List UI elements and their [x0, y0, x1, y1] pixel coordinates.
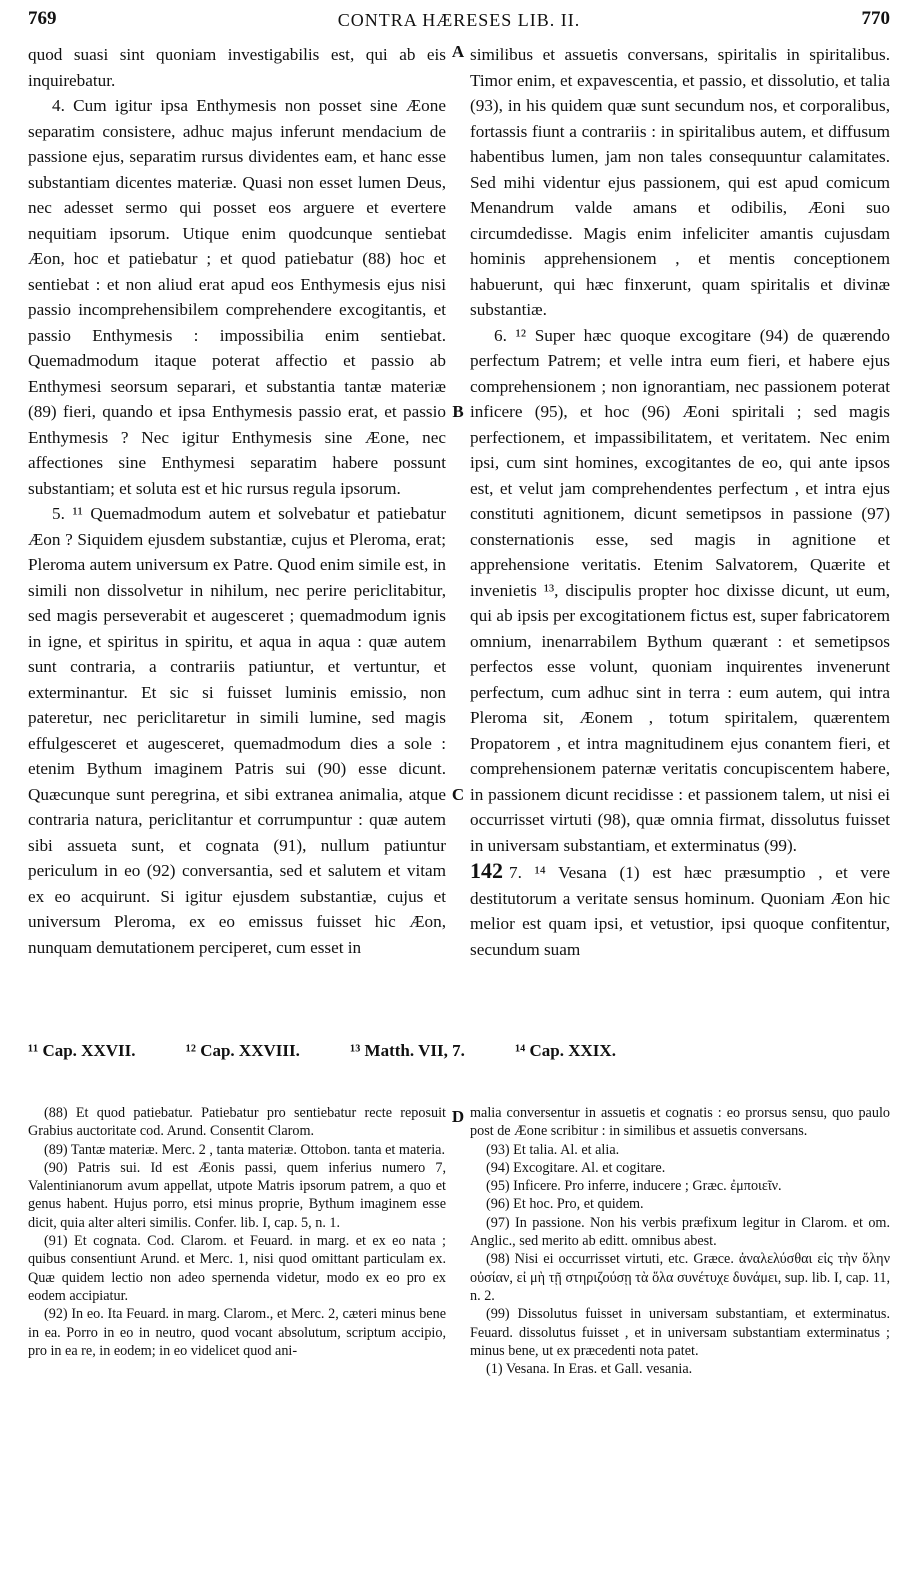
- footnote: (95) Inficere. Pro inferre, inducere ; Græc. ἐμποιεῖν.: [486, 1178, 782, 1195]
- margin-marker-b: B: [452, 402, 464, 421]
- right-page-number: 770: [861, 8, 890, 29]
- footnote: (97) In passione. Non his verbis præfixum legitur in Clarom. et om. Anglic., sed merito ab editt. omnibus abest.: [470, 1214, 890, 1250]
- reference: ¹² Cap. XXVIII.: [185, 1041, 300, 1060]
- footnote: (91) Et cognata. Cod. Clarom. et Feuard. in marg. et ex eo nata ; quibus consentiunt Arund. et Merc. 1, nisi quod omittant particulam ex. Quæ quidem lectio non adeo spernenda videtur, modo ex eo pro ex eodem accipiatur.: [28, 1233, 446, 1304]
- paragraph: similibus et assuetis conversans, spiritalis in spiritalibus. Timor enim, et expavescentia, et passio, et dissolutio, et talia (93), in his quidem quæ sunt secundum nos, et corporalibus, fortassis fiunt a contrariis : in spiritalibus autem, et diffusum habentibus lumen, jam non tales consequuntur calamitates. Sed mihi videntur ejus passionem, qui est apud comicum Menandrum valde amans et odibilis, Æoni suo circumdedisse. Magis enim infeliciter amantis cujusdam hominis apprehensionem , et mentis conceptionem habuerunt, qui hæc finxerunt, quam spiritalis et divinæ substantiæ.: [470, 45, 890, 319]
- margin-marker-c: C: [451, 785, 465, 804]
- paragraph: 5. ¹¹ Quemadmodum autem et solvebatur et patiebatur Æon ? Siquidem ejusdem substantiæ, cujus et Pleroma, erat; Pleroma autem universum ex Patre. Quod enim simile est, in simili non dissolvetur in nihilum, nec perire periclitabitur, sed magis perseverabit et augesceret ; quemadmodum ignis in igne, et spiritus in spiritu, et aqua in aqua : quæ autem sunt contraria, a contrariis patiuntur, et vertuntur, et exterminantur. Et sic si fuisset luminis emissio, non pateretur, nec periclitaretur in simili lumine, sed magis effulgesceret et augesceret, quemadmodum dies a sole : etenim Bythum imaginem Patris sui (90) esse dicunt. Quæcunque sunt peregrina, et sibi extranea animalia, atque contraria natura, periclitantur et corrumpuntur : quæ autem sibi assueta sunt, et cognata (91), nullum patiuntur periculum in eo (92) conversantia, sed et salutem et vitam ex eo acquirunt. Si igitur ejusdem substantiæ, cujus et universum Pleroma, ex eo emissus fuisset hic Æon, nunquam demutationem perciperet, cum esset in: [28, 504, 446, 957]
- running-title: CONTRA HÆRESES LIB. II.: [337, 10, 581, 30]
- left-main-column: [28, 42, 446, 1030]
- paragraph: 4. Cum igitur ipsa Enthymesis non posset sine Æone separatim consistere, adhuc majus inferunt mendacium de passione ejus, separatim rursus dividentes eam, et hanc esse substantiam dicentes materiæ. Quasi non esset lumen Deus, nec adesset sermo qui posset eos arguere et evertere nequitiam ipsorum. Utique enim quodcunque sentiebat Æon, hoc et patiebatur ; et quod patiebatur (88) hoc et sentiebat : et non aliud erat apud eos Enthymesis ejus nisi passio incomprehensibilem comprehendere excogitantis, et passio Enthymesis : impossibilia enim sentiebat. Quemadmodum itaque poterat affectio et passio ab Enthymesi seorsum separari, et substantia tantæ materiæ (89) fieri, quando et ipsa Enthymesis passio erat, et passio Enthymesis ? Nec igitur Enthymesis sine Æone, nec affectiones sine Enthymesi separatim habere possunt substantiam; et soluta est et hic rursus regula ipsorum.: [28, 96, 446, 498]
- reference: ¹¹ Cap. XXVII.: [28, 1041, 136, 1060]
- footnote: malia conversentur in assuetis et cognatis : eo prorsus sensu, quo paulo post de Æone scribitur : in similibus et assuetis conversans.: [470, 1105, 890, 1140]
- paragraph: 7. ¹⁴ Vesana (1) est hæc præsumptio , et vere destitutorum a veritate sensus hominum. Quoniam Æon hic melior est quam ipsi, et vetustior, ipsi quoque confitentur, secundum suam: [470, 863, 890, 959]
- page-header: [28, 8, 890, 38]
- footnote: (96) Et hoc. Pro, et quidem.: [486, 1196, 644, 1213]
- margin-marker-a: A: [451, 42, 465, 61]
- footnote: (88) Et quod patiebatur. Patiebatur pro sentiebatur recte reposuit Grabius auctoritate cod. Arund. Consentit Clarom.: [28, 1105, 446, 1140]
- left-page-number: 769: [28, 8, 57, 29]
- right-footnotes: [470, 1104, 890, 1574]
- footnote: (93) Et talia. Al. et alia.: [486, 1141, 620, 1158]
- footnote: (99) Dissolutus fuisset in universam substantiam, et exterminatus. Feuard. dissolutus fuisset , et in universam substantiam exterminatus ; minus bene, ut ex præcedenti nota patet.: [470, 1306, 890, 1359]
- paragraph: 6. ¹² Super hæc quoque excogitare (94) de quærendo perfectum Patrem; et velle intra eum fieri, et habere ejus comprehensionem ; non ignorantiam, nec passionem poterat inficere (95), et hoc (96) Æoni spiritali ; sed magis perfectionem, et impassibilitatem, et veritatem. Nec enim ipsi, cum sint homines, excogitantes de eo, qui ante ipsos est, et velut jam comprehendentes perfectum , et intra ejus constituti agnitionem, dicunt semetipsos in passione (97) consternationis esse, sed magis in agnitione et apprehensione veritatis. Etenim Salvatorem, Quærite et invenietis ¹³, discipulis propter hoc dixisse dicunt, ut eum, qui ab ipsis per excogitationem fictus est, super fabricatorem omnium, inenarrabilem Bythum quærant : et semetipsos perfectos esse volunt, quoniam inquirentes invenerunt perfectum, cum adhuc sint in terra : eum autem, qui intra Pleroma sit, Æonem , totum spiritalem, quærentem Propatorem , et intra magnitudinem ejus conantem fieri, et comprehensionem paternæ veritatis concupiscentem habere, in passionem dicunt recidisse : et passionem talem, ut nisi ei occurrisset virtuti (98), quæ omnia firmat, dissolutus fuisset in universam substantiam, et exterminatus (99).: [470, 325, 890, 855]
- footnote: (1) Vesana. In Eras. et Gall. vesania.: [486, 1361, 693, 1378]
- footnote: (94) Excogitare. Al. et cogitare.: [486, 1159, 666, 1176]
- paragraph: quod suasi sint quoniam investigabilis est, qui ab eis inquirebatur.: [28, 45, 446, 90]
- footnote: (90) Patris sui. Id est Æonis passi, quem inferius numero 7, Valentinianorum avum appellat, utpote Matris ipsorum patrem, a quo et genus habent. Hujus porro, etsi minus proprie, Bythum imaginem esse dicit, quia alter alteri similis. Confer. lib. I, cap. 5, n. 1.: [28, 1159, 446, 1231]
- reference: ¹³ Matth. VII, 7.: [350, 1041, 465, 1060]
- margin-marker-d: D: [451, 1107, 465, 1126]
- footnote: (98) Nisi ei occurrisset virtuti, etc. Græce. ἀναλελύσθαι εἰς τὴν ὅλην οὐσίαν, εἰ μὴ τῇ στηριζούσῃ τὰ ὅλα συνέτυχε δυνάμει, sup. lib. I, cap. 11, n. 2.: [470, 1251, 890, 1304]
- reference: ¹⁴ Cap. XXIX.: [515, 1041, 616, 1060]
- right-main-column: [470, 42, 890, 1030]
- footnote: (89) Tantæ materiæ. Merc. 2 , tanta materiæ. Ottobon. tanta et materia.: [44, 1141, 445, 1158]
- left-footnotes: [28, 1104, 446, 1574]
- column-number: 142: [470, 858, 503, 883]
- scripture-references: [28, 1041, 890, 1071]
- footnote: (92) In eo. Ita Feuard. in marg. Clarom., et Merc. 2, cæteri minus bene in ea. Porro in eo in neutro, quod vocant absolutum, scriptum accipio, pro in ea re, in eodem; in eo videlicet quod ani-: [28, 1306, 446, 1359]
